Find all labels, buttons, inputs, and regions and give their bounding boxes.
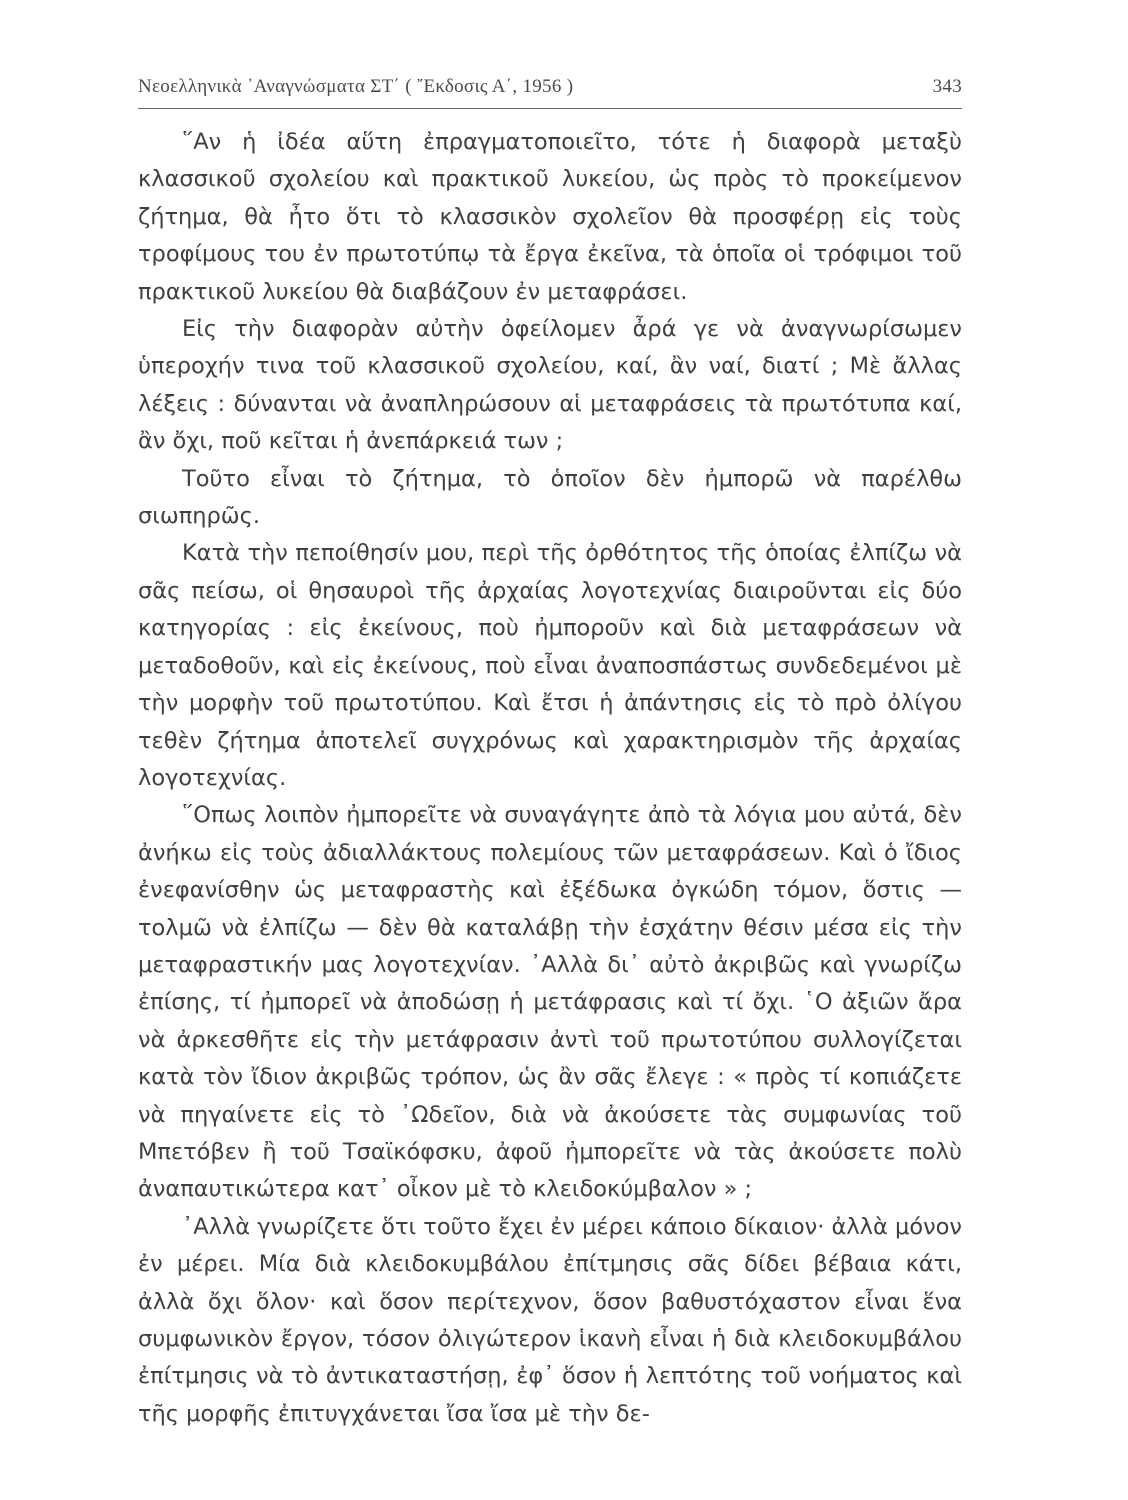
header-rule xyxy=(138,108,962,109)
paragraph-1: ῞Αν ἡ ἰδέα αὕτη ἐπραγματοποιεῖτο, τότε ἡ διαφορὰ μεταξὺ κλασσικοῦ σχολείου καὶ πρακτικοῦ λυκείου, ὡς πρὸς τὸ προκείμενον ζήτημα, θὰ ἦτο ὅτι τὸ κλασσικὸν σχολεῖον θὰ προσφέρῃ εἰς τοὺς τροφίμους του ἐν πρωτοτύπῳ τὰ ἔργα ἐκεῖνα, τὰ ὁποῖα οἱ τρόφιμοι τοῦ πρακτικοῦ λυκείου θὰ διαβάζουν ἐν μεταφράσει. xyxy=(138,129,962,305)
body-text xyxy=(138,124,962,1433)
paragraph-5: ῞Οπως λοιπὸν ἠμπορεῖτε νὰ συναγάγητε ἀπὸ τὰ λόγια μου αὐτά, δὲν ἀνήκω εἰς τοὺς ἀδιαλλάκτους πολεμίους τῶν μεταφράσεων. Καὶ ὁ ἴδιος ἐνεφανίσθην ὡς μεταφραστὴς καὶ ἐξέδωκα ὀγκώδη τόμον, ὅστις — τολμῶ νὰ ἐλπίζω — δὲν θὰ καταλάβῃ τὴν ἐσχάτην θέσιν μέσα εἰς τὴν μεταφραστικήν μας λογοτεχνίαν. ᾿Αλλὰ δι᾿ αὐτὸ ἀκριβῶς καὶ γνωρίζω ἐπίσης, τί ἠμπορεῖ νὰ ἀποδώσῃ ἡ μετάφρασις καὶ τί ὄχι. ῾Ο ἀξιῶν ἄρα νὰ ἀρκεσθῆτε εἰς τὴν μετάφρασιν ἀντὶ τοῦ πρωτοτύπου συλλογίζεται κατὰ τὸν ἴδιον ἀκριβῶς τρόπον, ὡς ἂν σᾶς ἔλεγε : « πρὸς τί κοπιάζετε νὰ πηγαίνετε εἰς τὸ ᾿Ωδεῖον, διὰ νὰ ἀκούσετε τὰς συμφωνίας τοῦ Μπετόβεν ἢ τοῦ Τσαϊκόφσκυ, ἀφοῦ ἠμπορεῖτε νὰ τὰς ἀκούσετε πολὺ ἀναπαυτικώτερα κατ᾿ οἶκον μὲ τὸ κλειδοκύμβαλον » ; xyxy=(138,802,962,1203)
paragraph-6: ᾿Αλλὰ γνωρίζετε ὅτι τοῦτο ἔχει ἐν μέρει κάποιο δίκαιον· ἀλλὰ μόνον ἐν μέρει. Μία διὰ κλειδοκυμβάλου ἐπίτμησις σᾶς δίδει βέβαια κάτι, ἀλλὰ ὄχι ὅλον· καὶ ὅσον περίτεχνον, ὅσον βαθυστόχαστον εἶναι ἕνα συμφωνικὸν ἔργον, τόσον ὀλιγώτερον ἱκανὴ εἶναι ἡ διὰ κλειδοκυμβάλου ἐπίτμησις νὰ τὸ ἀντικαταστήσῃ, ἐφ᾿ ὅσον ἡ λεπτότης τοῦ νοήματος καὶ τῆς μορφῆς ἐπιτυγχάνεται ἴσα ἴσα μὲ τὴν δε- xyxy=(138,1213,962,1427)
book-page xyxy=(138,62,962,1427)
paragraph-4: Κατὰ τὴν πεποίθησίν μου, περὶ τῆς ὀρθότητος τῆς ὁποίας ἐλπίζω νὰ σᾶς πείσω, οἱ θησαυροὶ τῆς ἀρχαίας λογοτεχνίας διαιροῦνται εἰς δύο κατηγορίας : εἰς ἐκείνους, ποὺ ἠμποροῦν καὶ διὰ μεταφράσεων νὰ μεταδοθοῦν, καὶ εἰς ἐκείνους, ποὺ εἶναι ἀναποσπάστως συνδεδεμένοι μὲ τὴν μορφὴν τοῦ πρωτοτύπου. Καὶ ἔτσι ἡ ἀπάντησις εἰς τὸ πρὸ ὀλίγου τεθὲν ζήτημα ἀποτελεῖ συγχρόνως καὶ χαρακτηρισμὸν τῆς ἀρχαίας λογοτεχνίας. xyxy=(138,540,962,791)
running-title: Νεοελληνικὰ ᾿Αναγνώσματα ΣΤ΄ ( ῎Εκδοσις Α΄, 1956 ) xyxy=(138,76,574,97)
page-number: 343 xyxy=(932,76,962,97)
paragraph-3: Τοῦτο εἶναι τὸ ζήτημα, τὸ ὁποῖον δὲν ἠμπορῶ νὰ παρέλθω σιωπηρῶς. xyxy=(138,465,962,530)
running-header xyxy=(138,62,962,102)
paragraph-2: Εἰς τὴν διαφορὰν αὐτὴν ὀφείλομεν ἆρά γε νὰ ἀναγνωρίσωμεν ὑπεροχήν τινα τοῦ κλασσικοῦ σχολείου, καί, ἂν ναί, διατί ; Μὲ ἄλλας λέξεις : δύνανται νὰ ἀναπληρώσουν αἱ μεταφράσεις τὰ πρωτότυπα καί, ἂν ὄχι, ποῦ κεῖται ἡ ἀνεπάρκειά των ; xyxy=(138,316,962,455)
